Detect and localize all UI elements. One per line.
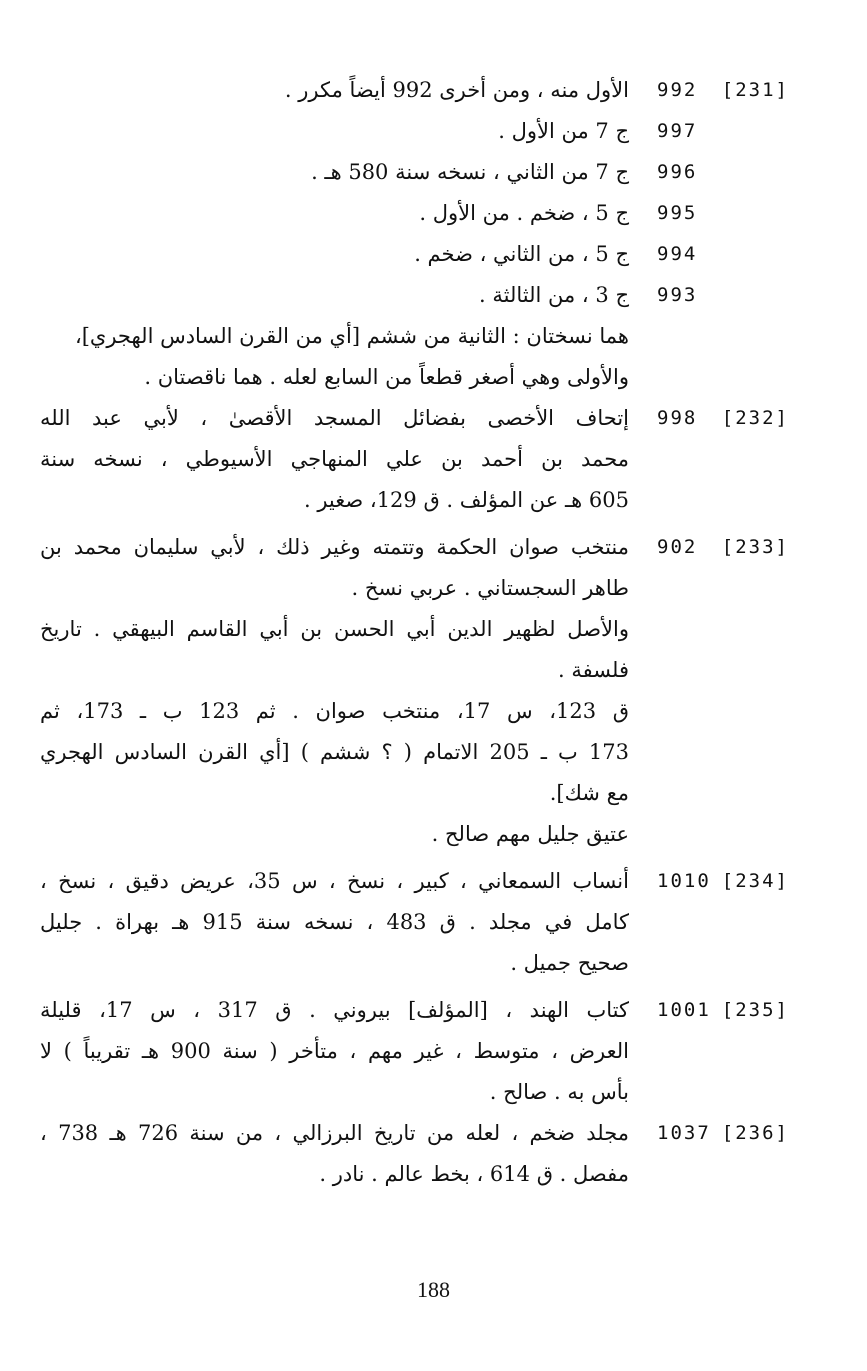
entry-line: أنساب السمعاني ، كبير ، نسخ ، س 35، عريض دقيق ، نسخ ،	[40, 869, 629, 893]
manuscript-number: 997	[657, 120, 698, 142]
page-number: 188	[417, 1277, 450, 1302]
catalog-entry-232	[40, 398, 789, 521]
manuscript-number: 1010	[657, 870, 711, 892]
entry-line: ج 5 ، من الثاني ، ضخم .	[414, 242, 629, 266]
catalog-entry-sub-996	[40, 152, 789, 193]
entry-line: الأول منه ، ومن أخرى 992 أيضاً مكرر .	[284, 78, 629, 102]
manuscript-number: 992	[657, 79, 698, 101]
entry-reference: [236]	[721, 1122, 789, 1144]
entry-line: 605 هـ عن المؤلف . ق 129، صغير .	[303, 488, 629, 512]
catalog-entry-sub-995	[40, 193, 789, 234]
entry-reference: [234]	[721, 870, 789, 892]
catalog-entry-234	[40, 861, 789, 984]
manuscript-number: 998	[657, 407, 698, 429]
entry-reference: [231]	[721, 79, 789, 101]
entry-line: والأصل لظهير الدين أبي الحسن بن أبي القاسم البيهقي . تاريخ	[40, 617, 629, 641]
entry-body	[40, 152, 629, 193]
catalog-entry-sub-997	[40, 111, 789, 152]
entry-line: ج 3 ، من الثالثة .	[479, 283, 629, 307]
catalog-entry-231	[40, 70, 789, 111]
catalog-entry-235	[40, 990, 789, 1113]
entry-body	[40, 234, 629, 275]
entry-line: ج 7 من الثاني ، نسخه سنة 580 هـ .	[311, 160, 629, 184]
entry-body	[40, 275, 629, 398]
manuscript-number: 902	[657, 536, 698, 558]
entry-line: طاهر السجستاني . عربي نسخ .	[351, 576, 629, 600]
entry-body	[40, 861, 629, 984]
entry-body	[40, 70, 629, 111]
entry-line: بأس به . صالح .	[489, 1080, 629, 1104]
entry-line: والأولى وهي أصغر قطعاً من السابع لعله . هما ناقصتان .	[144, 365, 629, 389]
manuscript-number: 1001	[657, 999, 711, 1021]
entry-reference: [233]	[721, 536, 789, 558]
entry-line: مفصل . ق 614 ، بخط عالم . نادر .	[319, 1162, 629, 1186]
entry-line: ق 123، س 17، منتخب صوان . ثم 123 ب ـ 173، ثم	[40, 699, 629, 723]
entry-body	[40, 193, 629, 234]
entry-line: 173 ب ـ 205 الاتمام ( ؟ ششم ) [أي القرن السادس الهجري	[40, 740, 629, 764]
entry-body	[40, 1113, 629, 1195]
entry-line: كتاب الهند ، [المؤلف] بيروني . ق 317 ، س 17، قليلة	[40, 998, 629, 1022]
entry-line: مع شك].	[549, 781, 629, 805]
entry-line: ج 7 من الأول .	[498, 119, 629, 143]
entry-line: إتحاف الأخصى بفضائل المسجد الأقصىٰ ، لأبي عبد الله	[40, 406, 629, 430]
entry-body	[40, 111, 629, 152]
entry-line: هما نسختان : الثانية من ششم [أي من القرن السادس الهجري]،	[74, 324, 629, 348]
manuscript-number: 996	[657, 161, 698, 183]
manuscript-number: 993	[657, 284, 698, 306]
entry-body	[40, 398, 629, 521]
catalog-entry-sub-994	[40, 234, 789, 275]
manuscript-number: 994	[657, 243, 698, 265]
entry-body	[40, 990, 629, 1113]
entry-line: فلسفة .	[558, 658, 629, 682]
entry-line: صحيح جميل .	[510, 951, 629, 975]
entry-reference: [235]	[721, 999, 789, 1021]
manuscript-number: 995	[657, 202, 698, 224]
manuscript-number: 1037	[657, 1122, 711, 1144]
entries-list	[40, 70, 789, 1195]
entry-line: ج 5 ، ضخم . من الأول .	[419, 201, 629, 225]
entry-body	[40, 527, 629, 855]
entry-line: عتيق جليل مهم صالح .	[431, 822, 629, 846]
entry-line: محمد بن أحمد بن علي المنهاجي الأسيوطي ، نسخه سنة	[40, 447, 629, 471]
entry-reference: [232]	[721, 407, 789, 429]
catalog-entry-sub-993	[40, 275, 789, 398]
entry-line: مجلد ضخم ، لعله من تاريخ البرزالي ، من سنة 726 هـ 738 ،	[40, 1121, 630, 1145]
entry-line: العرض ، متوسط ، غير مهم ، متأخر ( سنة 900 هـ تقريباً ) لا	[40, 1039, 630, 1063]
catalog-entry-236	[40, 1113, 789, 1195]
entry-line: كامل في مجلد . ق 483 ، نسخه سنة 915 هـ بهراة . جليل	[40, 910, 629, 934]
catalog-entry-233	[40, 527, 789, 855]
entry-line: منتخب صوان الحكمة وتتمته وغير ذلك ، لأبي سليمان محمد بن	[40, 535, 629, 559]
